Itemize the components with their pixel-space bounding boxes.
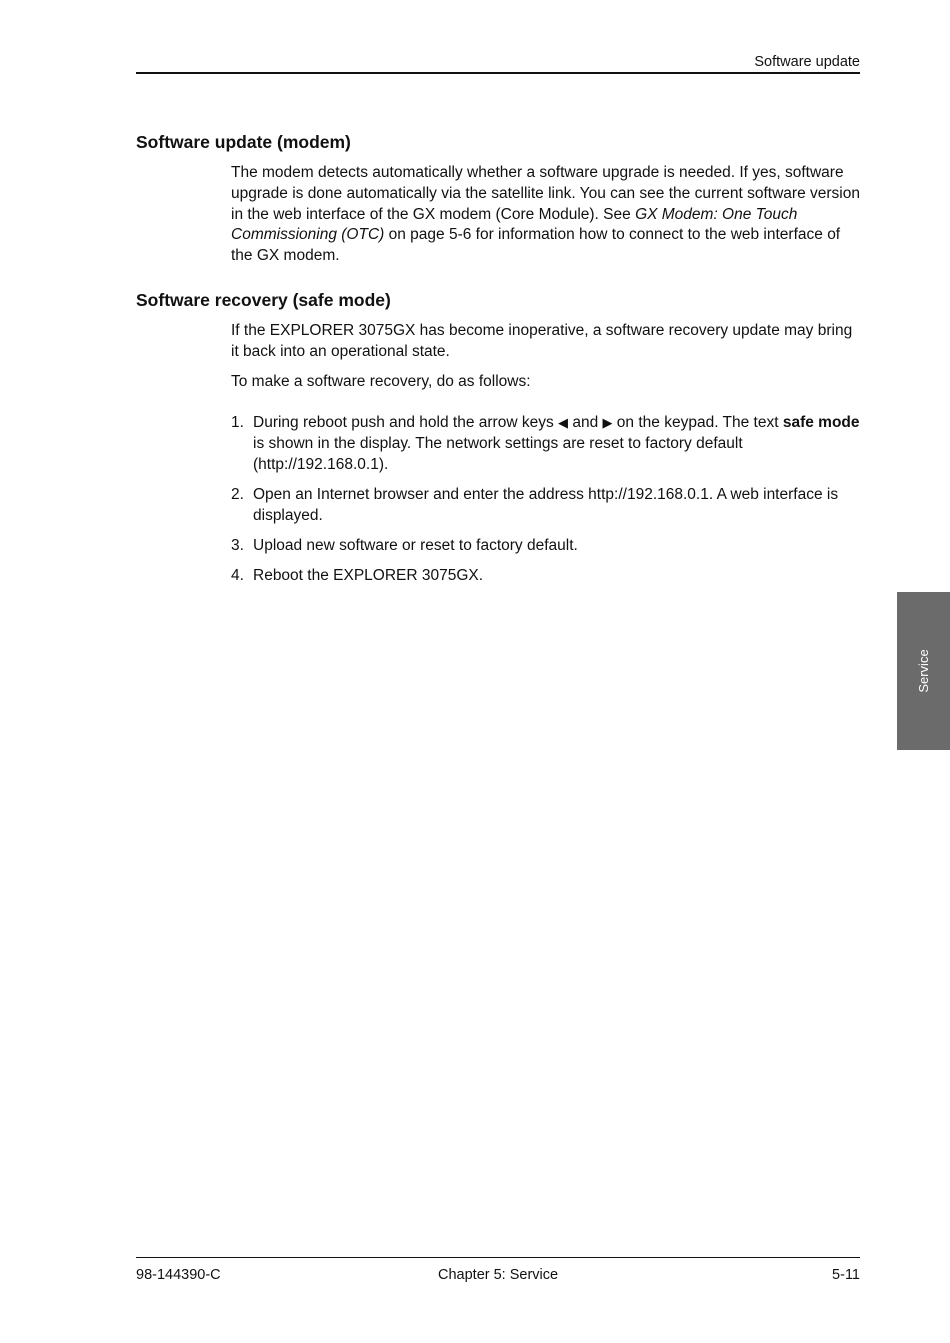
step-number: 2. xyxy=(231,485,244,503)
step-number: 1. xyxy=(231,414,244,431)
list-item xyxy=(231,536,861,557)
heading-software-recovery: Software recovery (safe mode) xyxy=(136,290,391,310)
step-number: 3. xyxy=(231,536,244,554)
document-number: 98-144390-C xyxy=(136,1267,221,1283)
list-item xyxy=(231,413,861,475)
step-text: Upload new software or reset to factory default. xyxy=(253,536,578,554)
arrow-right-icon: ▶ xyxy=(602,415,613,430)
list-item xyxy=(231,485,861,527)
running-header-title: Software update xyxy=(754,54,860,70)
chapter-title: Chapter 5: Service xyxy=(438,1267,559,1283)
modem-update-text xyxy=(231,163,861,267)
safe-mode-term: safe mode xyxy=(782,414,860,431)
step-text-part3: is shown in the display. The network settings are reset to factory default (http://192.168.0.1). xyxy=(253,434,743,473)
paragraph-recovery-instructions xyxy=(231,372,861,393)
step-text: Reboot the EXPLORER 3075GX. xyxy=(253,567,484,585)
modem-text-part1: The modem detects automatically whether a software upgrade is needed. If yes, software upgrade is done automatically via the satellite link. You can see the current software version in the web interface of the GX modem (Core Module). See xyxy=(231,164,860,223)
step-text-part2: on the keypad. The text xyxy=(612,414,783,431)
step-text: Open an Internet browser and enter the address http://192.168.0.1. A web interface is displayed. xyxy=(253,485,839,524)
arrow-left-icon: ◀ xyxy=(558,415,569,430)
page-footer xyxy=(136,1265,860,1285)
chapter-side-tab xyxy=(897,592,950,750)
page-number: 5-11 xyxy=(832,1267,860,1283)
otc-cross-reference[interactable]: GX Modem: One Touch Commissioning (OTC) xyxy=(231,205,798,244)
paragraph-recovery-intro xyxy=(231,321,861,363)
step-text-and: and xyxy=(568,414,603,431)
header-rule xyxy=(136,72,860,74)
recovery-steps-list xyxy=(231,413,861,597)
step-text-part1: During reboot push and hold the arrow keys xyxy=(253,414,559,431)
heading-software-update-modem: Software update (modem) xyxy=(136,132,351,152)
side-tab-label: Service xyxy=(915,649,931,693)
step-number: 4. xyxy=(231,567,244,585)
footer-rule xyxy=(136,1257,860,1258)
list-item xyxy=(231,566,861,587)
recovery-instructions-text: To make a software recovery, do as follows: xyxy=(231,373,531,390)
paragraph-modem-update xyxy=(231,163,861,267)
recovery-intro-text: If the EXPLORER 3075GX has become inoperative, a software recovery update may bring it back into an operational state. xyxy=(231,322,853,360)
modem-text-part2: on page 5-6 for information how to connect to the web interface of the GX modem. xyxy=(231,226,841,265)
